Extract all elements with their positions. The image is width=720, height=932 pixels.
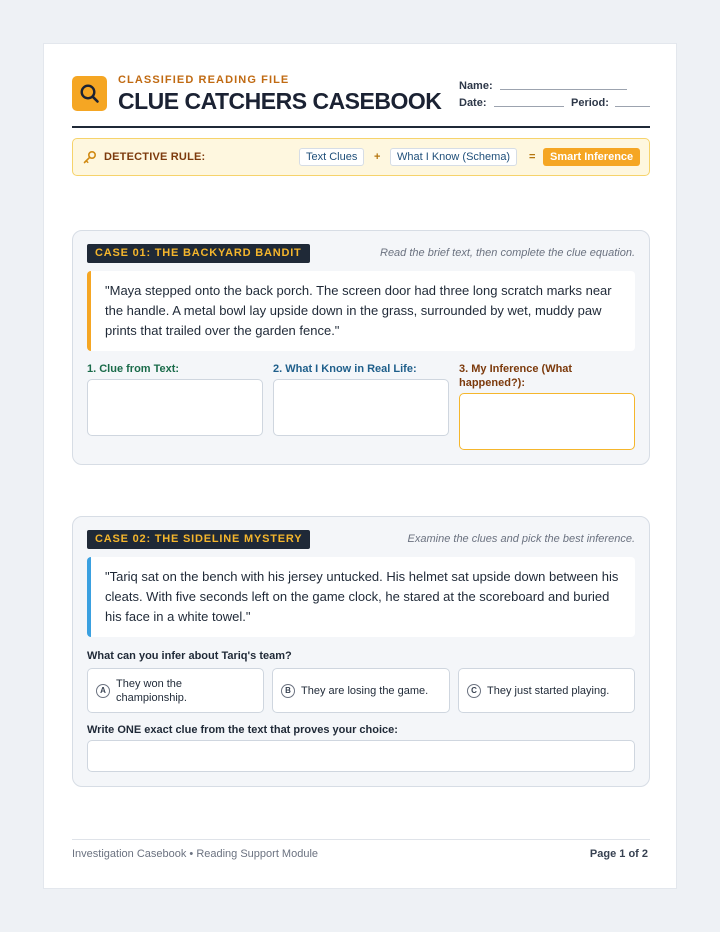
key-icon <box>83 150 97 164</box>
inference-question: What can you infer about Tariq's team? <box>87 650 292 662</box>
equals-operator: = <box>529 151 536 163</box>
case-02-tag: CASE 02: THE SIDELINE MYSTERY <box>87 530 310 549</box>
case-02-card <box>72 516 650 787</box>
case-02-passage: "Tariq sat on the bench with his jersey untucked. His helmet sat upside down between his cleats. With five seconds left on the game clock, he stared at the scoreboard and buried his face in a white towel." <box>87 557 635 637</box>
plus-operator: + <box>374 151 381 163</box>
period-field[interactable] <box>615 106 650 107</box>
option-c[interactable] <box>458 668 635 713</box>
case-01-tag: CASE 01: THE BACKYARD BANDIT <box>87 244 310 263</box>
footer-module: Investigation Casebook • Reading Support Module <box>72 848 319 860</box>
clue-label: 1. Clue from Text: <box>87 363 180 375</box>
period-label: Period: <box>571 97 609 109</box>
schema-label: 2. What I Know in Real Life: <box>273 363 417 375</box>
inference-label: 3. My Inference (What happened?): <box>459 363 573 389</box>
option-b-text: They are losing the game. <box>301 684 429 697</box>
case-01-instruction: Read the brief text, then complete the clue equation. <box>380 247 635 259</box>
date-label: Date: <box>459 97 487 109</box>
footer-divider <box>72 839 650 840</box>
worksheet-page <box>43 43 677 889</box>
detective-rule-banner <box>72 138 650 176</box>
name-field[interactable] <box>500 89 627 90</box>
case-02-instruction: Examine the clues and pick the best inference. <box>407 533 635 545</box>
clue-answer-box[interactable] <box>87 379 263 436</box>
text-clues-chip: Text Clues <box>299 148 364 166</box>
schema-chip: What I Know (Schema) <box>390 148 517 166</box>
inference-answer-box[interactable] <box>459 393 635 450</box>
schema-answer-box[interactable] <box>273 379 449 436</box>
option-a-text: They won the championship. <box>116 677 187 704</box>
option-a-letter: A <box>96 684 110 698</box>
option-a[interactable] <box>87 668 264 713</box>
case-01-passage: "Maya stepped onto the back porch. The screen door had three long scratch marks near the handle. A metal bowl lay upside down in the grass, surrounded by wet, muddy paw prints that trailed over the garden fence." <box>87 271 635 351</box>
page-number: Page 1 of 2 <box>589 848 648 860</box>
option-c-text: They just started playing. <box>487 684 610 697</box>
evidence-prompt: Write ONE exact clue from the text that proves your choice: <box>87 724 398 736</box>
rule-label: DETECTIVE RULE: <box>104 151 206 163</box>
option-c-letter: C <box>467 684 481 698</box>
header-divider <box>72 126 650 128</box>
case-01-card <box>72 230 650 465</box>
magnifier-icon <box>72 76 107 111</box>
option-b[interactable] <box>272 668 450 713</box>
page-title: CLUE CATCHERS CASEBOOK <box>118 88 442 114</box>
header-kicker: CLASSIFIED READING FILE <box>118 74 290 86</box>
smart-inference-chip: Smart Inference <box>543 148 640 166</box>
header <box>72 74 650 124</box>
name-label: Name: <box>459 80 493 92</box>
evidence-answer-box[interactable] <box>87 740 635 772</box>
date-field[interactable] <box>494 106 564 107</box>
option-b-letter: B <box>281 684 295 698</box>
